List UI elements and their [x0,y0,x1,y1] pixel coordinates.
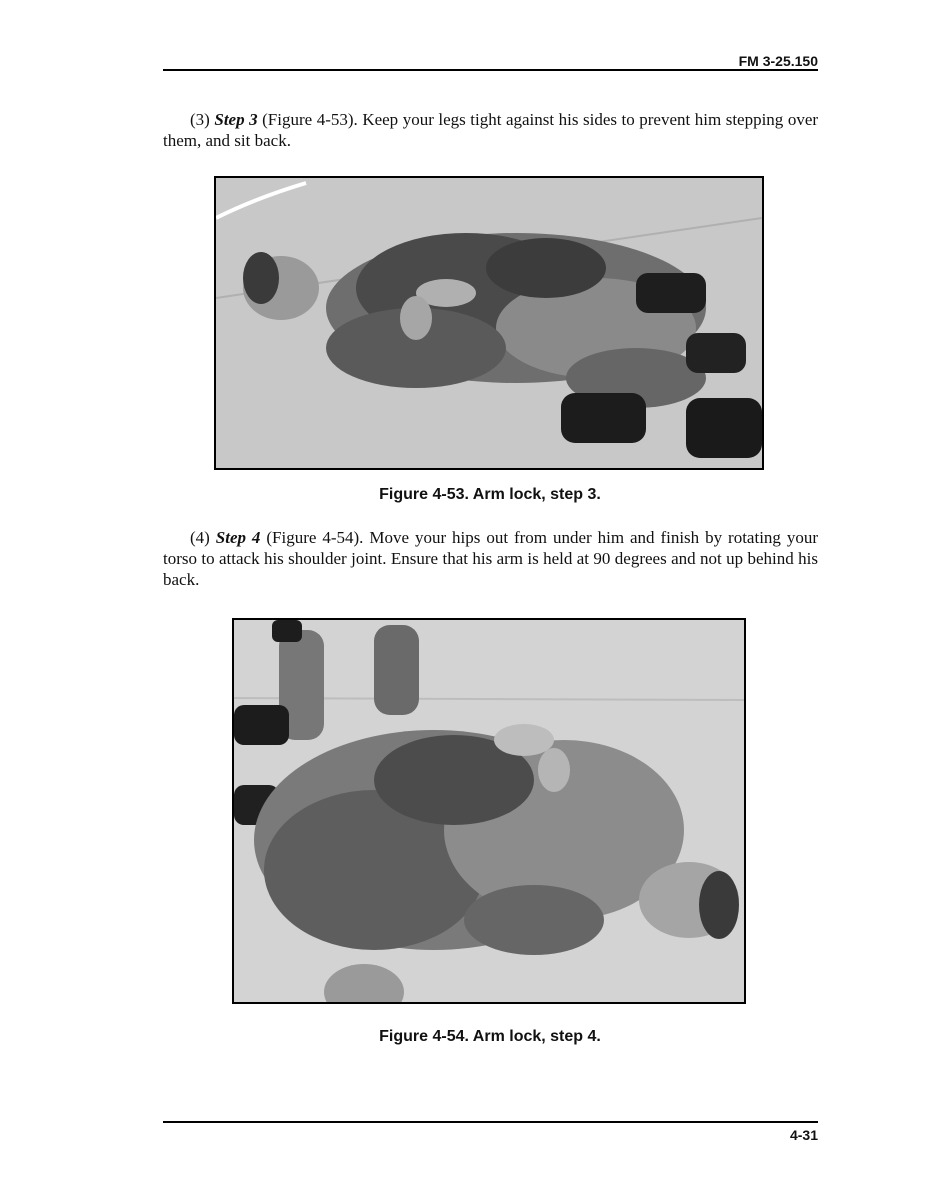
step-4-number: (4) [190,528,210,547]
step-4-figure-ref: (Figure 4-54). [266,528,364,547]
step-3-paragraph [163,109,818,151]
header-rule [163,69,818,71]
step-3-number: (3) [190,110,210,129]
footer-rule [163,1121,818,1123]
document-id: FM 3-25.150 [738,53,818,69]
page-number: 4-31 [789,1127,818,1143]
step-3-text: Keep your legs tight against his sides to prevent him stepping over them, and sit back. [163,110,819,150]
step-4-title: Step 4 [215,528,261,547]
step-3-title: Step 3 [214,110,258,129]
figure-4-54-caption: Figure 4-54. Arm lock, step 4. [379,1028,601,1045]
step-4-text: Move your hips out from under him and finish by rotating your torso to attack his shoulder joint. Ensure that his arm is held at 90 degrees and not up behind his back. [163,528,819,589]
figure-4-54-photo [232,618,746,1004]
figure-4-53-caption: Figure 4-53. Arm lock, step 3. [379,486,601,503]
step-3-figure-ref: (Figure 4-53). [262,110,358,129]
step-4-paragraph [163,527,818,590]
figure-4-53-photo [214,176,764,470]
